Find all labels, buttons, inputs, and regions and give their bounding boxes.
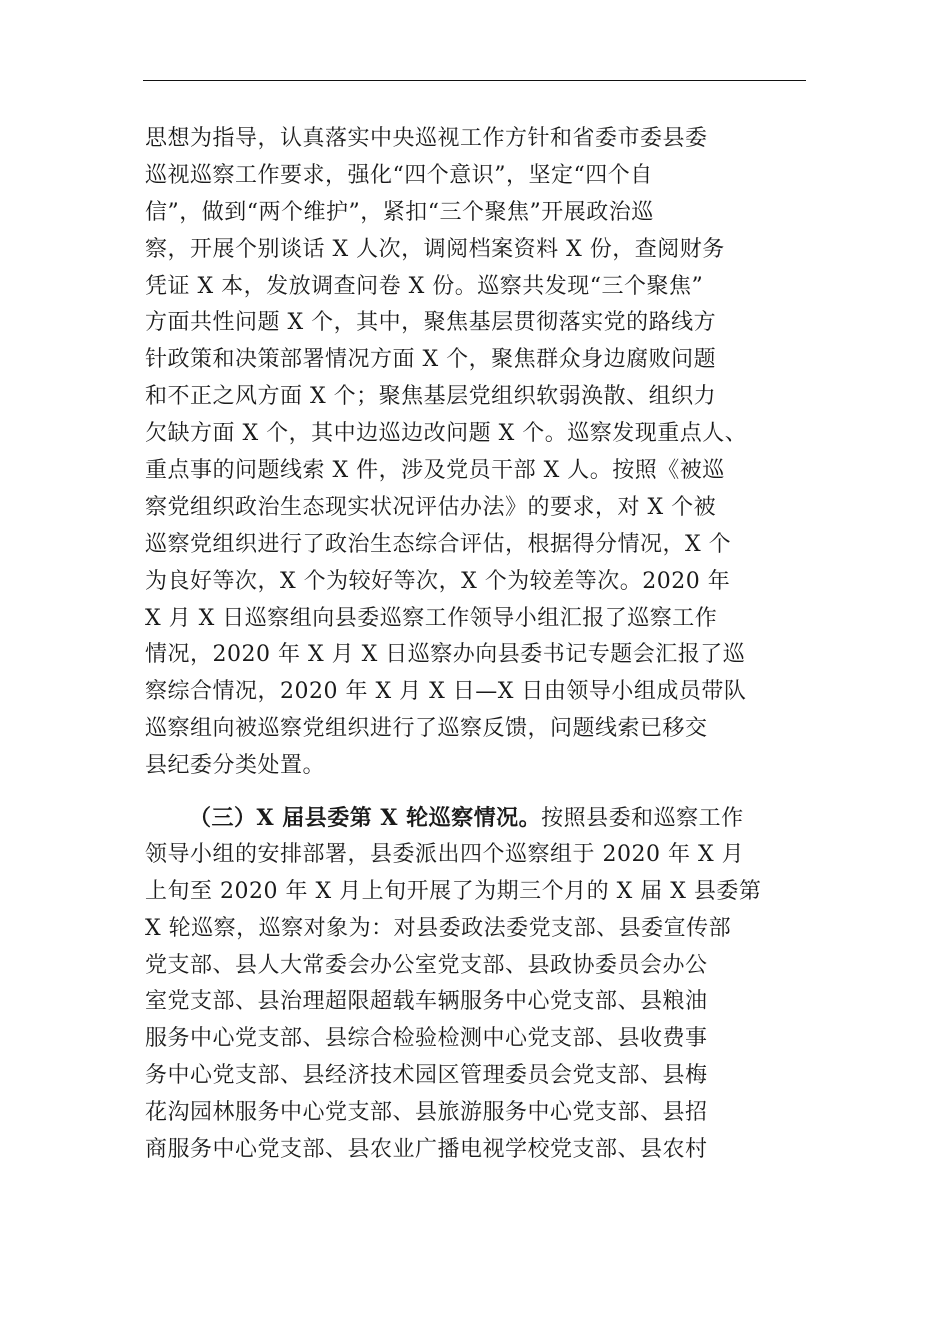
text-line: 县纪委分类处置。 [145,753,326,779]
text-line: 上旬至 2020 年 X 月上旬开展了为期三个月的 X 届 X 县委第 [145,878,762,904]
text-line: 方面共性问题 X 个，其中，聚焦基层贯彻落实党的路线方 [145,310,717,336]
text-line: X 轮巡察，巡察对象为：对县委政法委党支部、县委宣传部 [145,915,732,941]
paragraph-third-round-inspection [145,800,805,1169]
text-line: 察党组织政治生态现实状况评估办法》的要求，对 X 个被 [145,494,717,520]
text-line: 商服务中心党支部、县农业广播电视学校党支部、县农村 [145,1137,708,1163]
text-line: 察，开展个别谈话 X 人次，调阅档案资料 X 份，查阅财务 [145,236,725,262]
document-body [145,121,805,1169]
text-span: 按照县委和巡察工作 [541,806,744,832]
paragraph-inspection-summary [145,121,805,785]
text-line: 党支部、县人大常委会办公室党支部、县政协委员会办公 [145,952,708,978]
text-line: 察综合情况，2020 年 X 月 X 日—X 日由领导小组成员带队 [145,679,747,705]
text-line: 务中心党支部、县经济技术园区管理委员会党支部、县梅 [145,1063,708,1089]
text-line: 情况，2020 年 X 月 X 日巡察办向县委书记专题会汇报了巡 [145,642,746,668]
text-line: 思想为指导，认真落实中央巡视工作方针和省委市委县委 [145,126,708,151]
text-line-first [145,800,805,837]
section-heading: （三）X 届县委第 X 轮巡察情况。 [189,805,542,832]
text-line: 服务中心党支部、县综合检验检测中心党支部、县收费事 [145,1026,708,1052]
text-line: 花沟园林服务中心党支部、县旅游服务中心党支部、县招 [145,1100,708,1126]
text-line: 巡察党组织进行了政治生态综合评估，根据得分情况，X 个 [145,531,732,557]
text-line: X 月 X 日巡察组向县委巡察工作领导小组汇报了巡察工作 [145,605,718,631]
text-line: 室党支部、县治理超限超载车辆服务中心党支部、县粮油 [145,989,708,1015]
text-line: 和不正之风方面 X 个；聚焦基层党组织软弱涣散、组织力 [145,384,717,410]
text-line: 欠缺方面 X 个，其中边巡边改问题 X 个。巡察发现重点人、 [145,421,748,447]
text-line: 领导小组的安排部署，县委派出四个巡察组于 2020 年 X 月 [145,841,745,867]
text-line: 凭证 X 本，发放调查问卷 X 份。巡察共发现“三个聚焦” [145,273,704,299]
text-line: 为良好等次，X 个为较好等次，X 个为较差等次。2020 年 [145,568,731,594]
paragraph-gap [145,785,805,800]
text-line: 巡察组向被巡察党组织进行了巡察反馈，问题线索已移交 [145,716,708,742]
text-line: 重点事的问题线索 X 件，涉及党员干部 X 人。按照《被巡 [145,458,725,484]
header-rule [143,80,806,81]
text-line: 针政策和决策部署情况方面 X 个，聚焦群众身边腐败问题 [145,347,717,373]
text-line: 信”，做到“两个维护”，紧扣“三个聚焦”开展政治巡 [145,199,654,225]
text-line: 巡视巡察工作要求，强化“四个意识”，坚定“四个自 [145,162,653,188]
